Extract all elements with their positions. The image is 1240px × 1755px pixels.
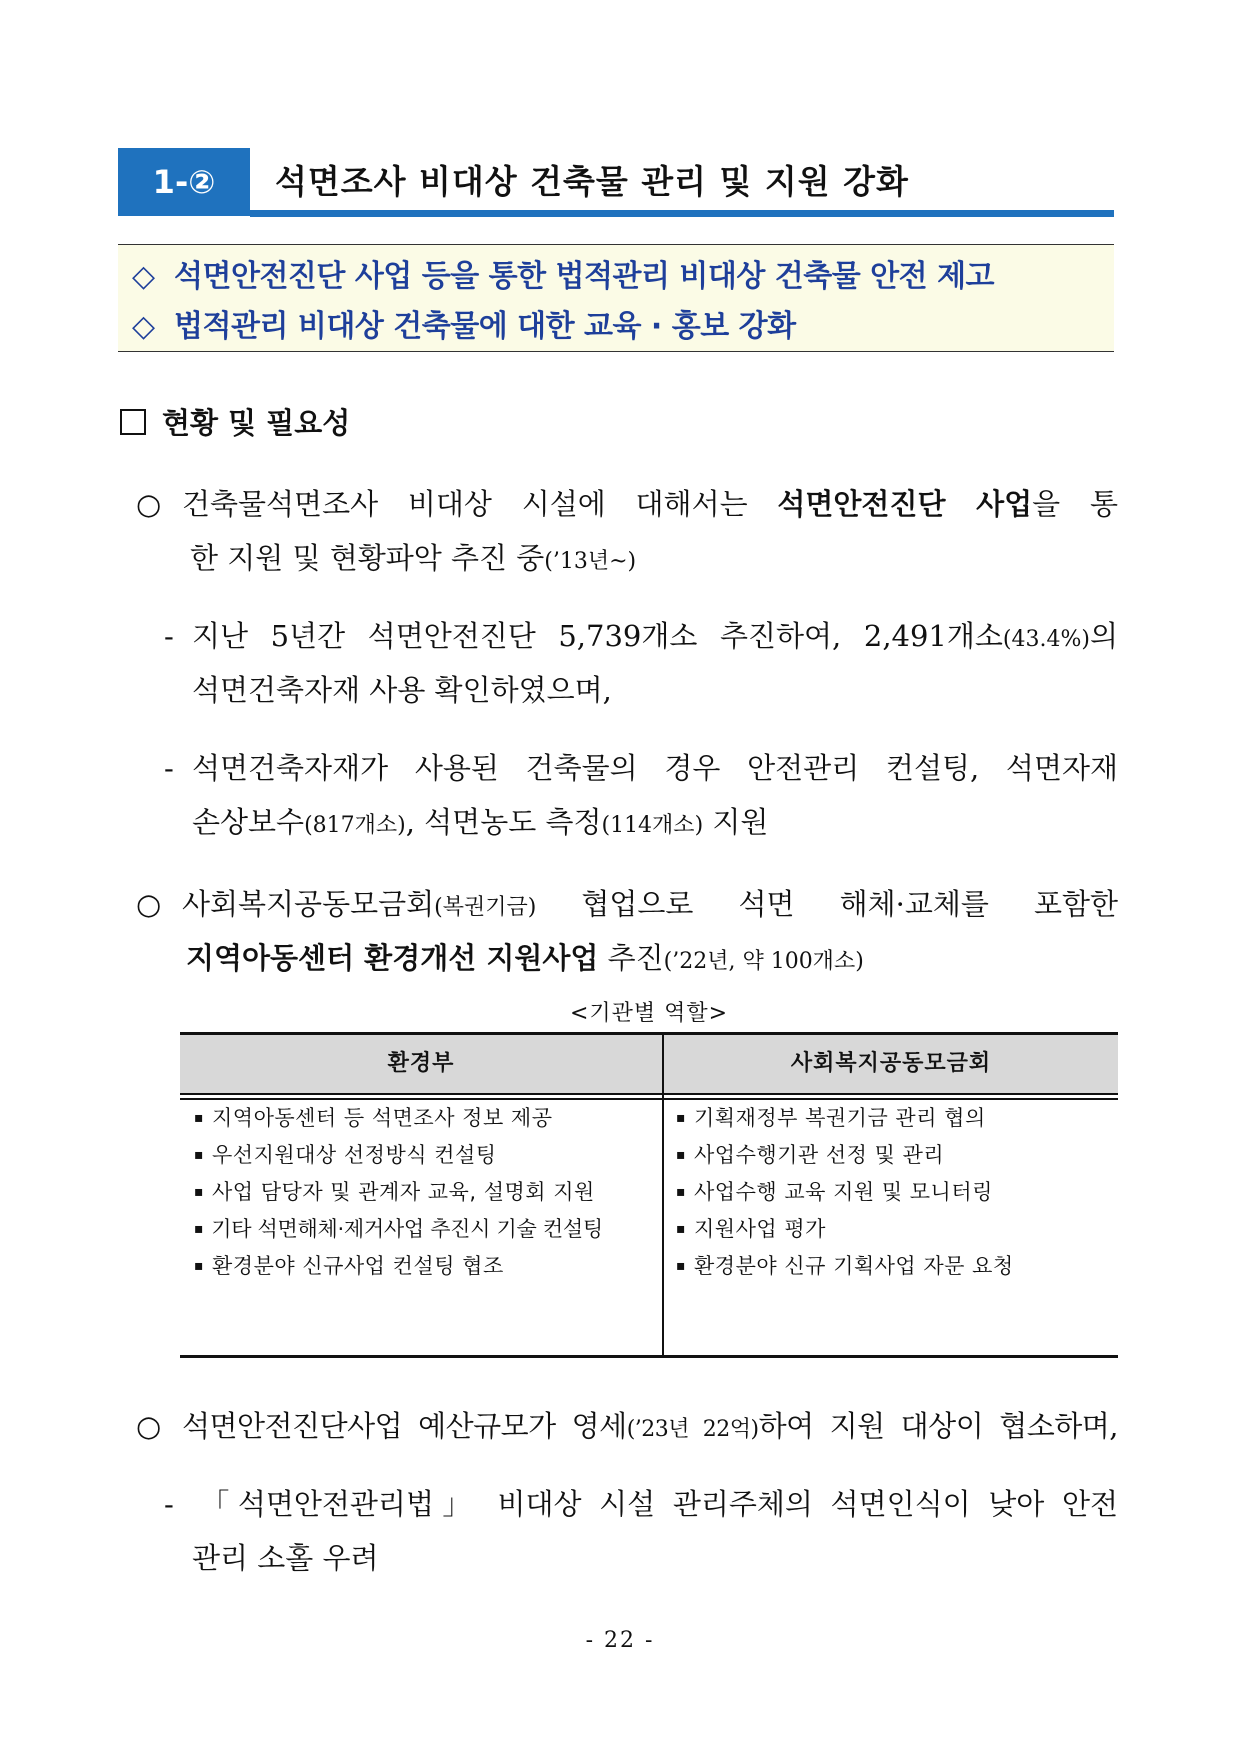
bold-text: 석면안전진단 사업	[777, 487, 1033, 521]
circle-bullet-icon: ○	[136, 487, 162, 521]
table-header-row	[180, 1032, 1118, 1093]
section-number: 1-②	[152, 163, 216, 201]
text: 사회복지공동모금회	[182, 887, 435, 921]
small-text: (’22년, 약 100개소)	[663, 949, 864, 974]
small-text: (817개소)	[304, 813, 406, 838]
small-text: (43.4%)	[1002, 627, 1090, 652]
dash-bullet: -	[164, 751, 174, 785]
dash-bullet: -	[164, 619, 174, 653]
text: 건축물석면조사 비대상 시설에 대해서는	[182, 487, 778, 521]
paragraph-line	[186, 938, 864, 982]
table-caption: <기관별 역할>	[569, 1001, 729, 1026]
list-item: ▪ 지원사업 평가	[676, 1211, 1014, 1248]
subsection-heading	[120, 400, 350, 446]
paragraph-line	[136, 484, 1118, 524]
circle-bullet-icon: ○	[136, 887, 162, 921]
community-chest-role-list	[676, 1100, 1014, 1285]
text: 지난 5년간 석면안전진단 5,739개소 추진하여, 2,491개소	[192, 619, 1003, 653]
heading-text: 현황 및 필요성	[162, 406, 351, 440]
paragraph-line	[164, 1484, 1118, 1524]
section-number-badge	[118, 148, 250, 216]
paragraph-line	[190, 538, 636, 582]
text: 석면건축자재 사용 확인하였으며,	[192, 673, 612, 707]
list-item: ▪ 사업수행 교육 지원 및 모니터링	[676, 1174, 1014, 1211]
summary-text: 법적관리 비대상 건축물에 대한 교육 · 홍보 강화	[174, 309, 796, 344]
paragraph-line	[192, 670, 612, 710]
text: 을 통	[1032, 487, 1118, 521]
text: , 석면농도 측정	[405, 805, 602, 839]
summary-box	[118, 244, 1114, 352]
text: 하여 지원 대상이 협소하며,	[758, 1409, 1118, 1443]
text: 의	[1089, 619, 1118, 653]
table-bottom-rule	[180, 1355, 1118, 1358]
table-header-moe: 환경부	[387, 1051, 455, 1076]
circle-bullet-icon: ○	[136, 1409, 161, 1443]
paragraph-line	[192, 802, 768, 846]
list-item: ▪ 지역아동센터 등 석면조사 정보 제공	[194, 1100, 603, 1137]
small-text: (복권기금)	[434, 895, 537, 920]
text: 석면건축자재가 사용된 건축물의 경우 안전관리 컨설팅, 석면자재	[192, 751, 1118, 785]
paragraph-line	[164, 748, 1118, 788]
summary-item	[132, 301, 796, 345]
summary-item	[132, 251, 994, 295]
text: 지원	[703, 805, 769, 839]
list-item: ▪ 환경분야 신규사업 컨설팅 협조	[194, 1248, 603, 1285]
header-divider	[180, 1093, 1118, 1095]
list-item: ▪ 사업 담당자 및 관계자 교육, 설명회 지원	[194, 1174, 603, 1211]
diamond-bullet-icon: ◇	[132, 309, 155, 344]
section-title: 석면조사 비대상 건축물 관리 및 지원 강화	[275, 162, 909, 201]
checkbox-square-icon	[120, 409, 146, 435]
summary-text: 석면안전진단 사업 등을 통한 법적관리 비대상 건축물 안전 제고	[174, 259, 995, 294]
text: 손상보수	[192, 805, 305, 839]
role-table	[180, 1032, 1118, 1358]
text: 추진	[598, 941, 664, 975]
text: 한 지원 및 현황파악 추진 중	[190, 541, 545, 575]
column-divider	[662, 1035, 664, 1358]
table-header-community-chest: 사회복지공동모금회	[790, 1051, 992, 1076]
bold-text: 지역아동센터 환경개선 지원사업	[186, 941, 599, 975]
paragraph-line	[136, 1406, 1118, 1450]
list-item: ▪ 기획재정부 복권기금 관리 협의	[676, 1100, 1014, 1137]
text: 「석면안전관리법」 비대상 시설 관리주체의 석면인식이 낮아 안전	[192, 1487, 1118, 1521]
small-text: (’23년 22억)	[626, 1417, 759, 1442]
diamond-bullet-icon: ◇	[132, 259, 155, 294]
small-text: (114개소)	[601, 813, 704, 838]
moe-role-list	[194, 1100, 603, 1285]
paragraph-line	[164, 616, 1118, 660]
small-text: (’13년~)	[544, 549, 637, 574]
paragraph-line	[136, 884, 1118, 928]
list-item: ▪ 환경분야 신규 기획사업 자문 요청	[676, 1248, 1014, 1285]
paragraph-line	[192, 1538, 379, 1578]
list-item: ▪ 기타 석면해체·제거사업 추진시 기술 컨설팅	[194, 1211, 603, 1248]
text: 관리 소홀 우려	[192, 1541, 379, 1575]
page-number: - 22 -	[585, 1628, 655, 1653]
list-item: ▪ 사업수행기관 선정 및 관리	[676, 1137, 1014, 1174]
list-item: ▪ 우선지원대상 선정방식 컨설팅	[194, 1137, 603, 1174]
section-title-underline	[250, 210, 1114, 217]
text: 협업으로 석면 해체·교체를 포함한	[536, 887, 1118, 921]
text: 석면안전진단사업 예산규모가 영세	[182, 1409, 627, 1443]
dash-bullet: -	[164, 1487, 174, 1521]
